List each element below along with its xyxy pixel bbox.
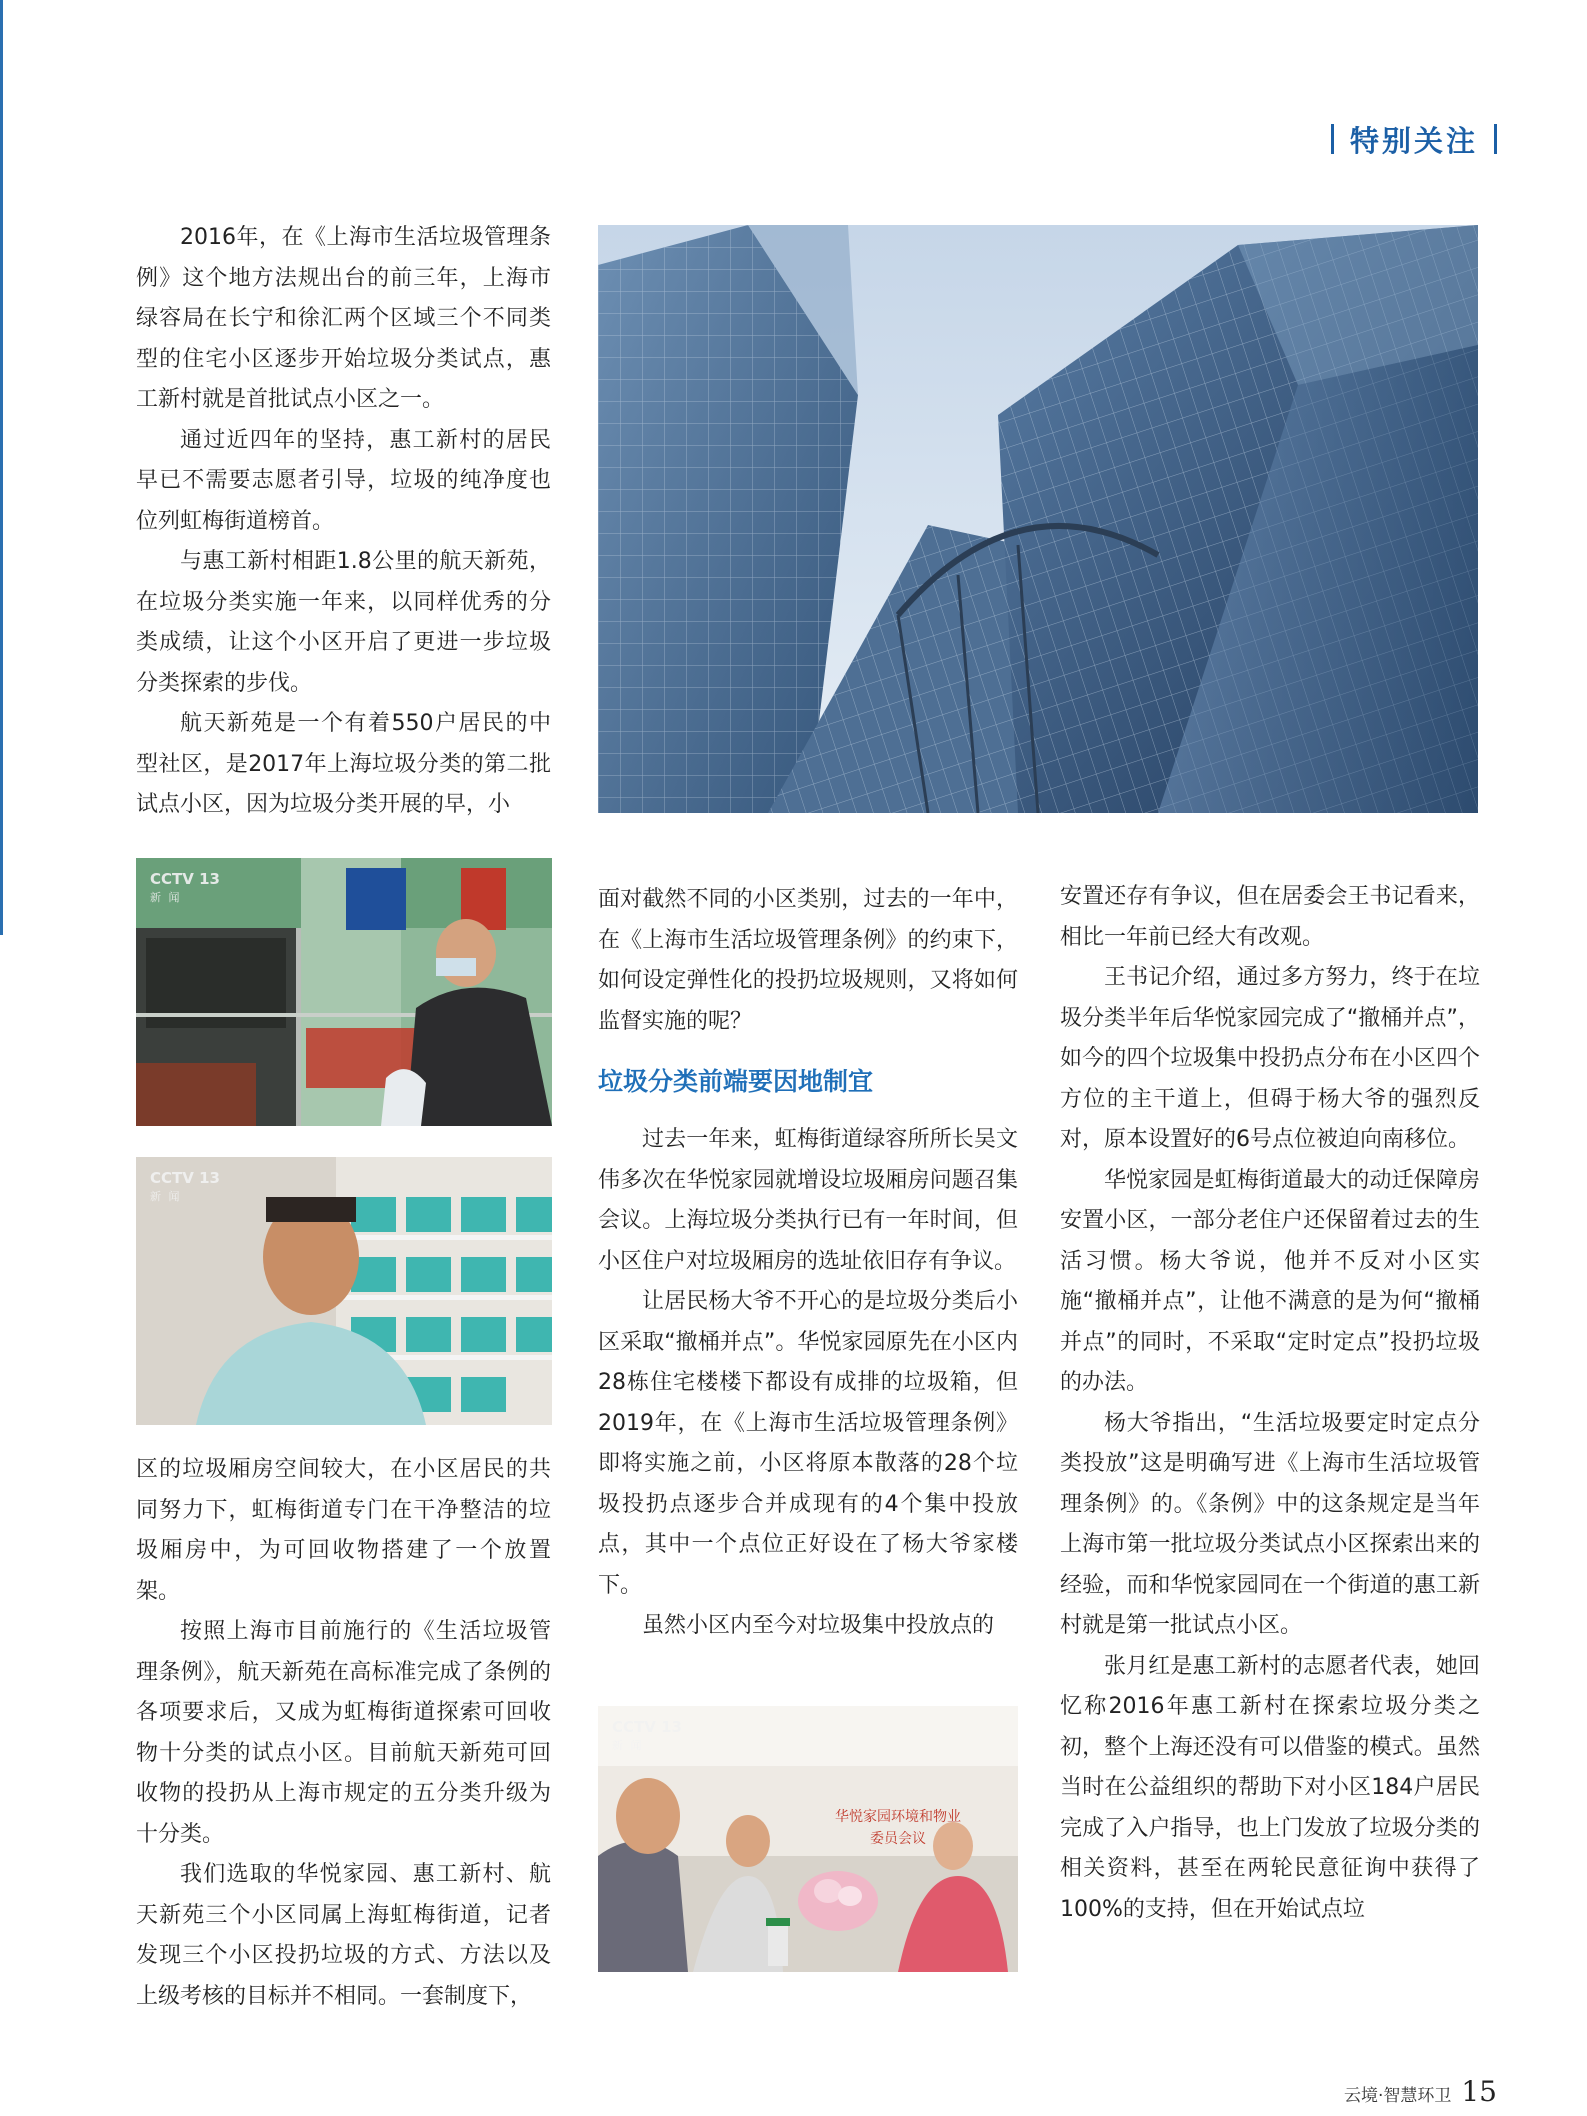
skyscrapers-photo: [598, 225, 1478, 813]
cctv-logo: [150, 872, 220, 905]
resident-interview-photo: [136, 1157, 552, 1425]
cctv-logo-text: CCTV 13: [150, 870, 220, 888]
section-tag: [1331, 118, 1497, 160]
banner-line-1: 华悦家园环境和物业: [835, 1809, 961, 1825]
recycling-room-photo: [136, 858, 552, 1126]
paragraph: 让居民杨大爷不开心的是垃圾分类后小区采取“撤桶并点”。华悦家园原先在小区内28栋住宅楼楼下都设有成排的垃圾箱，但2019年，在《上海市生活垃圾管理条例》即将实施之前，小区将原本散落的28个垃圾投扔点逐步合并成现有的4个集中投放点，其中一个点位正好设在了杨大爷家楼下。: [598, 1289, 1018, 1598]
paragraph: 王书记介绍，通过多方努力，终于在垃圾分类半年后华悦家园完成了“撤桶并点”，如今的四个垃圾集中投扔点分布在小区四个方位的主干道上，但碍于杨大爷的强烈反对，原本设置好的6号点位被迫向南移位。: [1060, 965, 1480, 1152]
paragraph: 过去一年来，虹梅街道绿容所所长吴文伟多次在华悦家园就增设垃圾厢房问题召集会议。上海垃圾分类执行已有一年时间，但小区住户对垃圾厢房的选址依旧存有争议。: [598, 1127, 1018, 1274]
paragraph: 与惠工新村相距1.8公里的航天新苑，在垃圾分类实施一年来，以同样优秀的分类成绩，让这个小区开启了更进一步垃圾分类探索的步伐。: [136, 549, 551, 696]
cctv-logo-text: CCTV 13: [150, 1169, 220, 1187]
column-1-top-text: [136, 218, 551, 826]
paragraph: 航天新苑是一个有着550户居民的中型社区，是2017年上海垃圾分类的第二批试点小区，因为垃圾分类开展的早，小: [136, 711, 551, 817]
cctv-logo-text: CCTV 13: [612, 1718, 682, 1736]
paragraph: 2016年，在《上海市生活垃圾管理条例》这个地方法规出台的前三年，上海市绿容局在长宁和徐汇两个区域三个不同类型的住宅小区逐步开始垃圾分类试点，惠工新村就是首批试点小区之一。: [136, 225, 551, 412]
column-3-text: [1060, 877, 1480, 1930]
section-bar-right: [1494, 124, 1497, 154]
cctv-logo-sub: 新 闻: [150, 891, 182, 904]
cctv-logo: [150, 1171, 220, 1204]
cctv-logo-sub: 新 闻: [150, 1190, 182, 1203]
section-title: 特别关注: [1349, 123, 1478, 158]
paragraph: 杨大爷指出，“生活垃圾要定时定点分类投放”这是明确写进《上海市生活垃圾管理条例》的。《条例》中的这条规定是当年上海市第一批垃圾分类试点小区探索出来的经验，而和华悦家园同在一个街道的惠工新村就是第一批试点小区。: [1060, 1410, 1480, 1638]
cctv-logo-sub: 新 闻: [612, 1739, 644, 1752]
paragraph: 虽然小区内至今对垃圾集中投放点的: [642, 1613, 995, 1638]
banner-line-2: 委员会议: [870, 1831, 926, 1847]
paragraph: 通过近四年的坚持，惠工新村的居民早已不需要志愿者引导，垃圾的纯净度也位列虹梅街道榜首。: [136, 427, 551, 534]
meeting-banner: [803, 1806, 993, 1850]
page-footer: [1344, 2075, 1497, 2108]
meeting-photo: [598, 1706, 1018, 1972]
section-heading: 垃圾分类前端要因地制宜: [598, 1067, 874, 1096]
column-2-text: [598, 880, 1018, 1647]
column-1-bottom-text: [136, 1450, 551, 2017]
paragraph: 张月红是惠工新村的志愿者代表，她回忆称2016年惠工新村在探索垃圾分类之初，整个上海还没有可以借鉴的模式。虽然当时在公益组织的帮助下对小区184户居民完成了入户指导，也上门发放了垃圾分类的相关资料，甚至在两轮民意征询中获得了100%的支持，但在开始试点垃: [1060, 1653, 1480, 1922]
cctv-logo: [612, 1720, 682, 1753]
paragraph: 华悦家园是虹梅街道最大的动迁保障房安置小区，一部分老住户还保留着过去的生活习惯。杨大爷说，他并不反对小区实施“撤桶并点”，让他不满意的是为何“撤桶并点”的同时，不采取“定时定点”投扔垃圾的办法。: [1060, 1167, 1480, 1395]
paragraph: 按照上海市目前施行的《生活垃圾管理条例》，航天新苑在高标准完成了条例的各项要求后，又成为虹梅街道探索可回收物十分类的试点小区。目前航天新苑可回收物的投扔从上海市规定的五分类升级为十分类。: [136, 1619, 551, 1847]
paragraph: 区的垃圾厢房空间较大，在小区居民的共同努力下，虹梅街道专门在干净整洁的垃圾厢房中，为可回收物搭建了一个放置架。: [136, 1457, 551, 1604]
paragraph: 面对截然不同的小区类别，过去的一年中，在《上海市生活垃圾管理条例》的约束下，如何设定弹性化的投扔垃圾规则，又将如何监督实施的呢？: [598, 887, 1018, 1034]
page-edge-bar: [0, 0, 3, 935]
paragraph: 安置还存有争议，但在居委会王书记看来，相比一年前已经大有改观。: [1060, 884, 1480, 950]
magazine-name: 云境·智慧环卫: [1343, 2086, 1452, 2106]
page-number: 15: [1461, 2075, 1497, 2108]
paragraph: 我们选取的华悦家园、惠工新村、航天新苑三个小区同属上海虹梅街道，记者发现三个小区投扔垃圾的方式、方法以及上级考核的目标并不相同。一套制度下，: [136, 1862, 551, 2009]
